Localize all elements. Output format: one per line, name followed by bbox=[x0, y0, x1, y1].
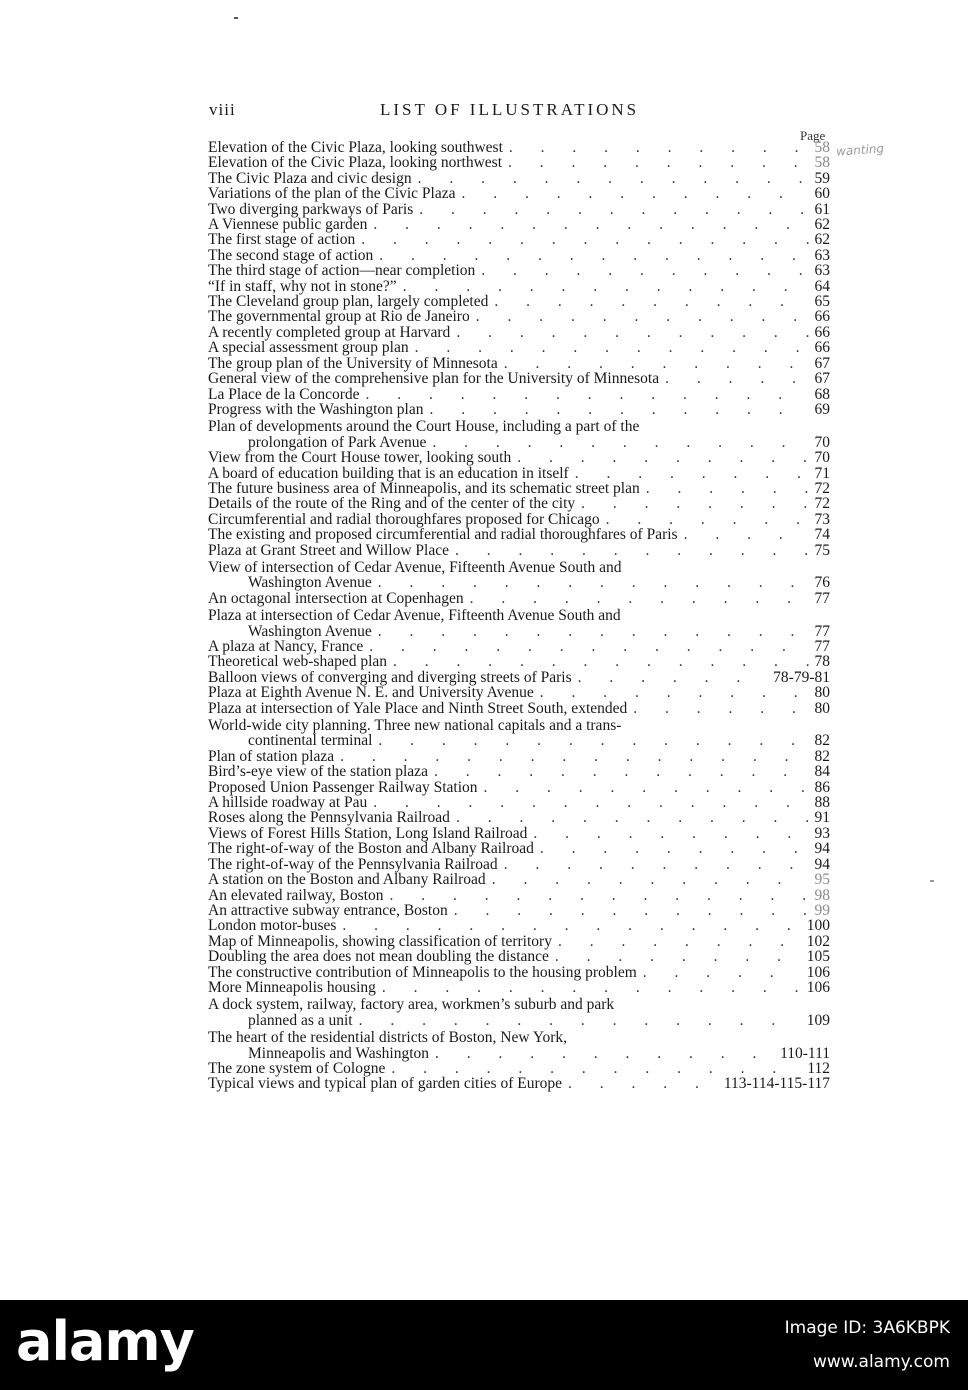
dot-leader bbox=[373, 795, 808, 810]
entry-page-number: 88 bbox=[814, 794, 830, 812]
entry-page-number: 84 bbox=[814, 763, 830, 781]
entry-page-number: 76 bbox=[814, 574, 830, 592]
illustration-entry bbox=[208, 1061, 830, 1076]
dot-leader bbox=[455, 543, 809, 558]
entry-title: Plan of developments around the Court House, including a part of the bbox=[208, 418, 640, 436]
entry-title: Two diverging parkways of Paris bbox=[208, 200, 414, 218]
entry-page-number: 113-114-115-117 bbox=[723, 1075, 830, 1093]
entry-title: The Civic Plaza and civic design bbox=[208, 169, 412, 187]
illustration-entry bbox=[208, 701, 830, 716]
entry-title: London motor-buses bbox=[208, 917, 337, 935]
entry-page-number: 99 bbox=[814, 901, 830, 919]
illustration-entry bbox=[208, 402, 830, 417]
dot-leader bbox=[361, 232, 808, 247]
illustrations-list bbox=[208, 140, 830, 1092]
entry-title: The future business area of Minneapolis, and its schematic street plan bbox=[208, 479, 640, 497]
dot-leader bbox=[379, 248, 808, 263]
entry-page-number: 75 bbox=[814, 541, 830, 559]
illustration-entry bbox=[208, 481, 830, 496]
entry-title: “If in staff, why not in stone?” bbox=[208, 277, 397, 295]
entry-title: The existing and proposed circumferential and radial thoroughfares of Paris bbox=[208, 526, 678, 544]
illustration-entry bbox=[208, 795, 830, 810]
entry-page-number: 58 bbox=[814, 139, 830, 156]
entry-title: A station on the Boston and Albany Railroad bbox=[208, 871, 486, 889]
entry-title: Plaza at intersection of Yale Place and Ninth Street South, extended bbox=[208, 699, 628, 717]
dot-leader bbox=[484, 780, 809, 795]
entry-page-number: 94 bbox=[814, 840, 830, 858]
illustration-entry bbox=[208, 450, 830, 465]
entry-title: A dock system, railway, factory area, workmen’s suburb and park bbox=[208, 996, 615, 1014]
illustration-entry bbox=[208, 872, 830, 887]
page-title: LIST OF ILLUSTRATIONS bbox=[380, 100, 640, 119]
site-url: www.alamy.com bbox=[812, 1352, 950, 1372]
entry-page-number: 62 bbox=[814, 231, 830, 249]
illustration-entry bbox=[208, 1076, 830, 1091]
entry-page-number: 66 bbox=[814, 339, 830, 357]
entry-page-number: 82 bbox=[814, 747, 830, 765]
entry-page-number: 58 bbox=[814, 154, 830, 172]
entry-title: The right-of-way of the Boston and Albany Railroad bbox=[208, 840, 534, 858]
dot-leader bbox=[366, 387, 809, 402]
entry-page-number: 78-79-81 bbox=[773, 668, 830, 686]
dot-leader bbox=[456, 325, 808, 340]
dot-leader bbox=[646, 481, 809, 496]
dot-leader bbox=[378, 624, 809, 639]
illustration-entry bbox=[208, 325, 830, 340]
entry-title: Plaza at Eighth Avenue N. E. and University Avenue bbox=[208, 684, 534, 702]
entry-title: Views of Forest Hills Station, Long Island Railroad bbox=[208, 824, 528, 842]
entry-title: Washington Avenue bbox=[248, 574, 372, 592]
illustration-entry bbox=[208, 217, 830, 232]
illustration-entry bbox=[208, 419, 830, 450]
dot-leader bbox=[476, 309, 809, 324]
entry-page-number: 59 bbox=[814, 169, 830, 187]
illustration-entry bbox=[208, 764, 830, 779]
entry-page-number: 66 bbox=[814, 308, 830, 326]
entry-title: Doubling the area does not mean doubling the distance bbox=[208, 948, 549, 966]
dot-leader bbox=[494, 294, 808, 309]
illustration-entry bbox=[208, 466, 830, 481]
illustration-entry bbox=[208, 685, 830, 700]
illustration-entry bbox=[208, 780, 830, 795]
illustration-entry bbox=[208, 965, 830, 980]
illustration-entry bbox=[208, 810, 830, 825]
entry-title: Minneapolis and Washington bbox=[248, 1044, 430, 1062]
illustration-entry bbox=[208, 309, 830, 324]
entry-title: Plaza at intersection of Cedar Avenue, Fifteenth Avenue South and bbox=[208, 607, 621, 625]
dot-leader bbox=[684, 527, 809, 542]
entry-title: More Minneapolis housing bbox=[208, 978, 376, 996]
entry-title: planned as a unit bbox=[248, 1011, 353, 1029]
dot-leader bbox=[481, 263, 808, 278]
dot-leader bbox=[462, 186, 809, 201]
entry-title: A special assessment group plan bbox=[208, 339, 409, 357]
dot-leader bbox=[369, 639, 808, 654]
dot-leader bbox=[378, 575, 809, 590]
entry-title: Theoretical web-shaped plan bbox=[208, 653, 388, 671]
entry-page-number: 64 bbox=[814, 277, 830, 295]
dot-leader bbox=[633, 701, 808, 716]
dot-leader bbox=[389, 888, 808, 903]
entry-page-number: 62 bbox=[814, 216, 830, 234]
illustration-entry bbox=[208, 997, 830, 1028]
entry-page-number: 109 bbox=[806, 1011, 830, 1029]
entry-page-number: 95 bbox=[814, 871, 830, 889]
illustration-entry bbox=[208, 980, 830, 995]
entry-page-number: 93 bbox=[814, 824, 830, 842]
dot-leader bbox=[391, 1061, 801, 1076]
entry-title: The constructive contribution of Minneapolis to the housing problem bbox=[208, 963, 637, 981]
dot-leader bbox=[504, 857, 809, 872]
entry-title: A plaza at Nancy, France bbox=[208, 638, 364, 655]
illustration-entry bbox=[208, 888, 830, 903]
entry-page-number: 72 bbox=[814, 495, 830, 513]
dot-leader bbox=[492, 872, 809, 887]
illustration-entry bbox=[208, 918, 830, 933]
entry-title: A hillside roadway at Pau bbox=[208, 794, 368, 812]
entry-page-number: 63 bbox=[814, 246, 830, 264]
alamy-logo: alamy bbox=[16, 1310, 194, 1373]
illustration-entry bbox=[208, 560, 830, 591]
dot-leader bbox=[665, 371, 808, 386]
illustration-entry bbox=[208, 608, 830, 639]
margin-mark bbox=[930, 880, 934, 882]
dot-leader bbox=[606, 512, 809, 527]
entry-page-number: 78 bbox=[814, 653, 830, 671]
entry-title: Circumferential and radial thoroughfares proposed for Chicago bbox=[208, 510, 600, 528]
entry-title: The right-of-way of the Pennsylvania Railroad bbox=[208, 855, 498, 873]
illustration-entry bbox=[208, 340, 830, 355]
illustration-entry bbox=[208, 841, 830, 856]
dot-leader bbox=[504, 356, 809, 371]
illustration-entry bbox=[208, 171, 830, 186]
entry-page-number: 63 bbox=[814, 262, 830, 280]
illustration-entry bbox=[208, 155, 830, 170]
entry-page-number: 77 bbox=[814, 638, 830, 655]
illustration-entry bbox=[208, 527, 830, 542]
illustration-entry bbox=[208, 670, 830, 685]
image-id-label: Image ID: 3A6KBPK bbox=[784, 1318, 950, 1338]
entry-page-number: 86 bbox=[814, 778, 830, 796]
illustration-entry bbox=[208, 949, 830, 964]
illustration-entry bbox=[208, 826, 830, 841]
dot-leader bbox=[359, 1013, 801, 1028]
entry-title: View of intersection of Cedar Avenue, Fifteenth Avenue South and bbox=[208, 558, 622, 576]
dot-leader bbox=[378, 733, 808, 748]
entry-title: A Viennese public garden bbox=[208, 216, 368, 234]
illustration-entry bbox=[208, 279, 830, 294]
entry-title: A recently completed group at Harvard bbox=[208, 323, 451, 341]
dot-leader bbox=[432, 435, 808, 450]
entry-title: General view of the comprehensive plan for the University of Minnesota bbox=[208, 370, 660, 388]
dot-leader bbox=[454, 903, 809, 918]
dot-leader bbox=[340, 749, 808, 764]
entry-page-number: 60 bbox=[814, 185, 830, 203]
dot-leader bbox=[508, 155, 808, 170]
illustration-entry bbox=[208, 248, 830, 263]
entry-title: The governmental group at Rio de Janeiro bbox=[208, 308, 470, 326]
entry-page-number: 69 bbox=[814, 400, 830, 418]
page-column-label: Page bbox=[800, 128, 826, 143]
dot-leader bbox=[643, 965, 801, 980]
entry-title: World-wide city planning. Three new national capitals and a trans- bbox=[208, 717, 622, 735]
entry-title: Variations of the plan of the Civic Plaza bbox=[208, 185, 456, 203]
entry-page-number: 67 bbox=[814, 370, 830, 388]
entry-title: Elevation of the Civic Plaza, looking southwest bbox=[208, 139, 503, 156]
entry-title: Typical views and typical plan of garden cities of Europe bbox=[208, 1075, 563, 1093]
entry-title: Roses along the Pennsylvania Railroad bbox=[208, 809, 450, 827]
entry-page-number: 70 bbox=[814, 449, 830, 467]
entry-title: Washington Avenue bbox=[248, 622, 372, 640]
entry-title: Map of Minneapolis, showing classification of territory bbox=[208, 932, 552, 950]
entry-title: Details of the route of the Ring and of the center of the city bbox=[208, 495, 576, 513]
entry-page-number: 77 bbox=[814, 622, 830, 640]
illustration-entry bbox=[208, 903, 830, 918]
entry-title: La Place de la Concorde bbox=[208, 385, 360, 403]
dot-leader bbox=[575, 466, 809, 481]
dot-leader bbox=[517, 450, 808, 465]
dot-leader bbox=[533, 826, 808, 841]
entry-page-number: 71 bbox=[814, 464, 830, 482]
illustration-entry bbox=[208, 718, 830, 749]
entry-page-number: 73 bbox=[814, 510, 830, 528]
illustration-entry bbox=[208, 857, 830, 872]
dot-leader bbox=[509, 140, 809, 155]
dot-leader bbox=[342, 918, 800, 933]
entry-page-number: 72 bbox=[814, 479, 830, 497]
entry-title: continental terminal bbox=[248, 732, 373, 750]
entry-title: The zone system of Cologne bbox=[208, 1059, 386, 1077]
entry-title: The first stage of action bbox=[208, 231, 356, 249]
entry-page-number: 74 bbox=[814, 526, 830, 544]
entry-page-number: 106 bbox=[806, 963, 830, 981]
illustration-entry bbox=[208, 1030, 830, 1061]
entry-title: View from the Court House tower, looking south bbox=[208, 449, 512, 467]
dot-leader bbox=[434, 764, 809, 779]
entry-title: Balloon views of converging and diverging streets of Paris bbox=[208, 668, 572, 686]
dot-leader bbox=[540, 685, 809, 700]
entry-title: An elevated railway, Boston bbox=[208, 886, 384, 904]
entry-page-number: 66 bbox=[814, 323, 830, 341]
illustration-entry bbox=[208, 294, 830, 309]
dot-leader bbox=[581, 496, 808, 511]
entry-page-number: 106 bbox=[806, 978, 830, 996]
entry-page-number: 77 bbox=[814, 589, 830, 607]
illustration-entry bbox=[208, 232, 830, 247]
illustration-entry bbox=[208, 387, 830, 402]
dot-leader bbox=[393, 654, 808, 669]
illustration-entry bbox=[208, 749, 830, 764]
ink-speck bbox=[234, 17, 238, 19]
entry-page-number: 105 bbox=[806, 948, 830, 966]
dot-leader bbox=[418, 171, 809, 186]
entry-title: The second stage of action bbox=[208, 246, 374, 264]
dot-leader bbox=[429, 402, 808, 417]
entry-title: Elevation of the Civic Plaza, looking northwest bbox=[208, 154, 503, 172]
entry-title: Bird’s-eye view of the station plaza bbox=[208, 763, 428, 781]
dot-leader bbox=[415, 340, 809, 355]
dot-leader bbox=[568, 1076, 718, 1091]
entry-page-number: 102 bbox=[806, 932, 830, 950]
illustration-entry bbox=[208, 186, 830, 201]
dot-leader bbox=[382, 980, 801, 995]
entry-title: The Cleveland group plan, largely completed bbox=[208, 293, 489, 311]
entry-title: The group plan of the University of Minnesota bbox=[208, 354, 498, 372]
dot-leader bbox=[555, 949, 801, 964]
entry-page-number: 65 bbox=[814, 293, 830, 311]
illustration-entry bbox=[208, 543, 830, 558]
entry-title: Progress with the Washington plan bbox=[208, 400, 424, 418]
entry-page-number: 70 bbox=[814, 433, 830, 451]
entry-page-number: 68 bbox=[814, 385, 830, 403]
dot-leader bbox=[578, 670, 768, 685]
illustration-entry bbox=[208, 202, 830, 217]
dot-leader bbox=[470, 591, 809, 606]
illustration-entry bbox=[208, 654, 830, 669]
entry-title: Plaza at Grant Street and Willow Place bbox=[208, 541, 449, 559]
dot-leader bbox=[558, 934, 801, 949]
entry-page-number: 80 bbox=[814, 684, 830, 702]
illustration-entry bbox=[208, 496, 830, 511]
entry-page-number: 112 bbox=[807, 1059, 830, 1077]
entry-title: Plan of station plaza bbox=[208, 747, 335, 765]
entry-page-number: 94 bbox=[814, 855, 830, 873]
entry-page-number: 91 bbox=[814, 809, 830, 827]
dot-leader bbox=[435, 1046, 774, 1061]
entry-page-number: 61 bbox=[814, 200, 830, 218]
illustration-entry bbox=[208, 356, 830, 371]
illustration-entry bbox=[208, 371, 830, 386]
illustration-entry bbox=[208, 140, 830, 155]
illustration-entry bbox=[208, 512, 830, 527]
illustration-entry bbox=[208, 639, 830, 654]
entry-title: An attractive subway entrance, Boston bbox=[208, 901, 448, 919]
entry-page-number: 80 bbox=[814, 699, 830, 717]
entry-page-number: 67 bbox=[814, 354, 830, 372]
illustration-entry bbox=[208, 934, 830, 949]
entry-title: The third stage of action—near completion bbox=[208, 262, 476, 280]
entry-title: prolongation of Park Avenue bbox=[248, 433, 427, 451]
entry-title: An octagonal intersection at Copenhagen bbox=[208, 589, 464, 607]
dot-leader bbox=[456, 810, 809, 825]
entry-title: The heart of the residential districts of Boston, New York, bbox=[208, 1029, 568, 1047]
entry-title: A board of education building that is an education in itself bbox=[208, 464, 569, 482]
entry-title: Proposed Union Passenger Railway Station bbox=[208, 778, 478, 796]
handwritten-margin-note: wanting bbox=[835, 141, 885, 159]
dot-leader bbox=[540, 841, 809, 856]
entry-page-number: 100 bbox=[806, 917, 830, 935]
entry-page-number: 82 bbox=[814, 732, 830, 750]
dot-leader bbox=[403, 279, 809, 294]
page-folio: viii bbox=[209, 100, 236, 119]
dot-leader bbox=[419, 202, 808, 217]
dot-leader bbox=[373, 217, 808, 232]
illustration-entry bbox=[208, 263, 830, 278]
illustration-entry bbox=[208, 591, 830, 606]
entry-page-number: 98 bbox=[814, 886, 830, 904]
entry-page-number: 110-111 bbox=[780, 1044, 830, 1062]
